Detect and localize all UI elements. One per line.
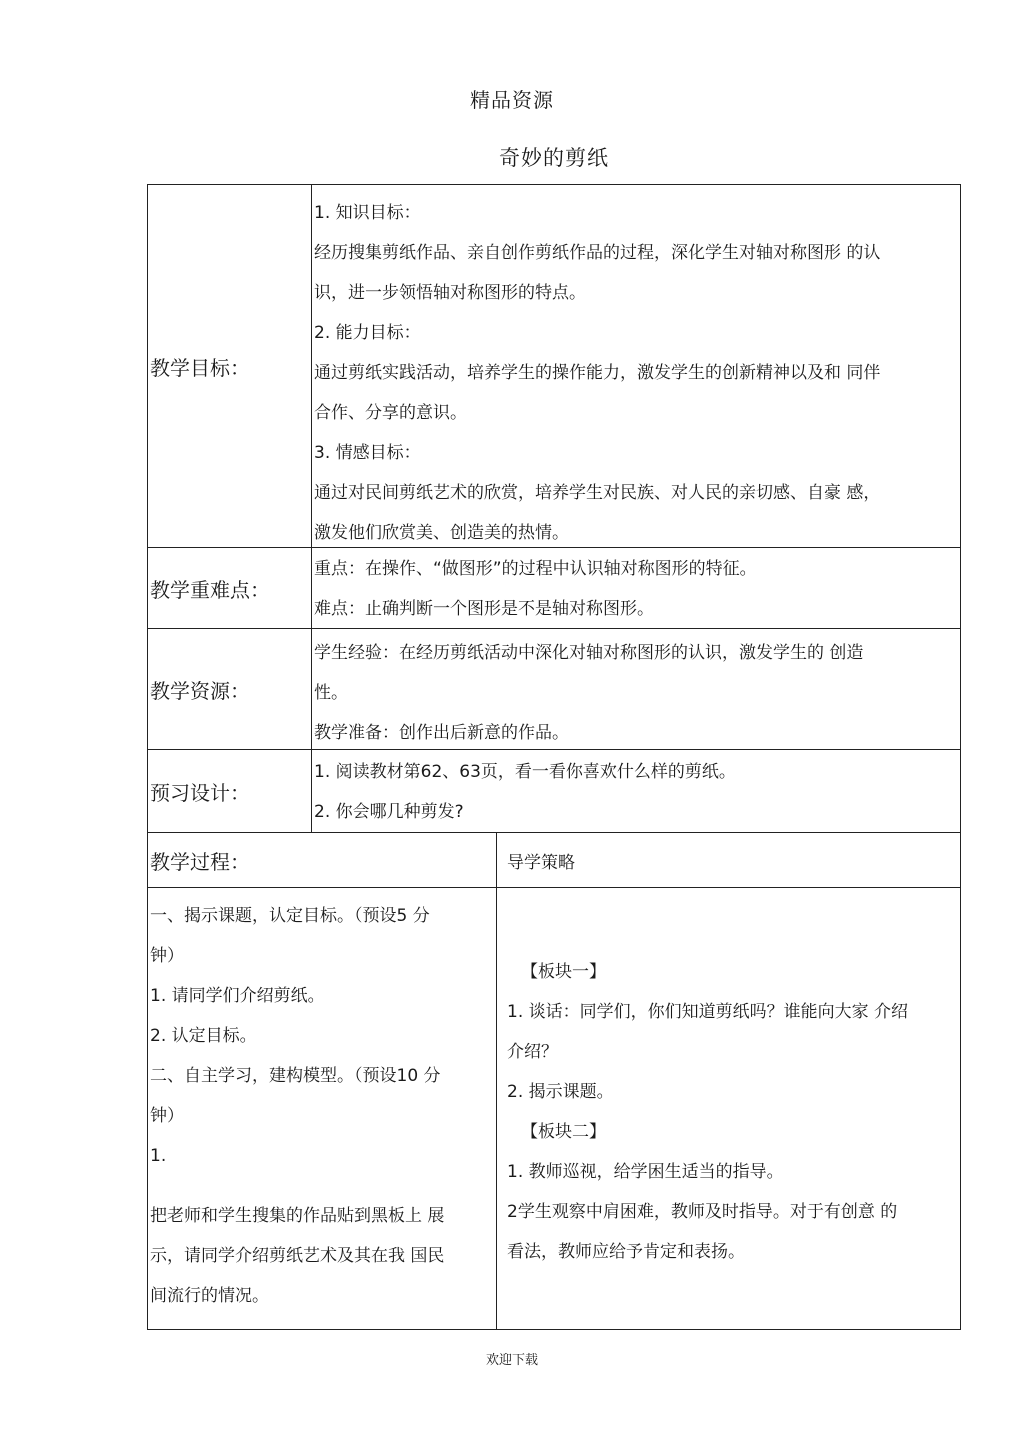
objectives-line: 2. 能力目标： [314,323,421,343]
strategy-line: 2学生观察中肩困难，教师及时指导。对于有创意 的 [507,1202,898,1222]
key-points-row [148,547,960,628]
objectives-line: 识，进一步领悟轴对称图形的特点。 [314,283,586,303]
process-line: 间流行的情况。 [150,1286,269,1306]
objectives-line: 激发他们欣赏美、创造美的热情。 [314,523,569,543]
objectives-label: 教学目标： [148,185,312,547]
process-line: 二、自主学习，建构模型。（预设10 分 [150,1066,441,1086]
preview-content [312,750,960,832]
lesson-plan-table [147,184,961,1330]
process-header: 教学过程： [148,833,497,887]
resources-line: 教学准备：创作出后新意的作品。 [314,723,569,743]
preview-line: 1. 阅读教材第62、63页，看一看你喜欢什么样的剪纸。 [314,762,736,782]
resources-content [312,629,960,749]
objectives-line: 1. 知识目标： [314,203,421,223]
key-points-content [312,548,960,628]
key-points-line: 重点：在操作、“做图形”的过程中认识轴对称图形的特征。 [314,559,757,579]
preview-label: 预习设计： [148,750,312,832]
resources-label: 教学资源： [148,629,312,749]
objectives-line: 通过剪纸实践活动，培养学生的操作能力，激发学生的创新精神以及和 同伴 [314,363,881,383]
strategy-line: 介绍？ [507,1042,558,1062]
objectives-line: 3. 情感目标： [314,443,421,463]
strategy-line: 1. 谈话：同学们，你们知道剪纸吗？谁能向大家 介绍 [507,1002,909,1022]
resources-line: 学生经验：在经历剪纸活动中深化对轴对称图形的认识，激发学生的 创造 [314,643,864,663]
strategy-block-title: 【板块一】 [521,962,606,982]
objectives-content [312,185,960,547]
strategy-block-title: 【板块二】 [521,1122,606,1142]
resources-row [148,628,960,749]
page-header: 精品资源 [470,88,554,112]
strategy-line: 2. 揭示课题。 [507,1082,614,1102]
process-line: 钟） [150,946,184,966]
objectives-line: 经历搜集剪纸作品、亲自创作剪纸作品的过程，深化学生对轴对称图形 的认 [314,243,881,263]
process-line: 钟） [150,1106,184,1126]
preview-line: 2. 你会哪几种剪发? [314,802,464,822]
process-header-row [148,832,960,887]
objectives-line: 合作、分享的意识。 [314,403,467,423]
process-line: 1. [150,1146,167,1166]
key-points-label: 教学重难点： [148,548,312,628]
process-steps [148,888,497,1329]
strategy-line: 看法，教师应给予肯定和表扬。 [507,1242,745,1262]
objectives-row [148,185,960,547]
resources-line: 性。 [314,683,348,703]
process-line: 把老师和学生搜集的作品贴到黑板上 展 [150,1206,445,1226]
strategy-header: 导学策略 [507,852,575,873]
page-footer: 欢迎下载 [485,1353,538,1368]
process-line: 2. 认定目标。 [150,1026,257,1046]
process-body-row [148,887,960,1329]
process-line: 示，请同学介绍剪纸艺术及其在我 国民 [150,1246,445,1266]
preview-row [148,749,960,832]
objectives-line: 通过对民间剪纸艺术的欣赏，培养学生对民族、对人民的亲切感、自豪 感， [314,483,881,503]
strategy-line: 1. 教师巡视，给学困生适当的指导。 [507,1162,784,1182]
strategy-steps [497,888,960,1329]
process-line: 1. 请同学们介绍剪纸。 [150,986,325,1006]
process-line: 一、揭示课题，认定目标。（预设5 分 [150,906,430,926]
page-title: 奇妙的剪纸 [499,146,609,170]
key-points-line: 难点：止确判断一个图形是不是轴对称图形。 [314,599,654,619]
